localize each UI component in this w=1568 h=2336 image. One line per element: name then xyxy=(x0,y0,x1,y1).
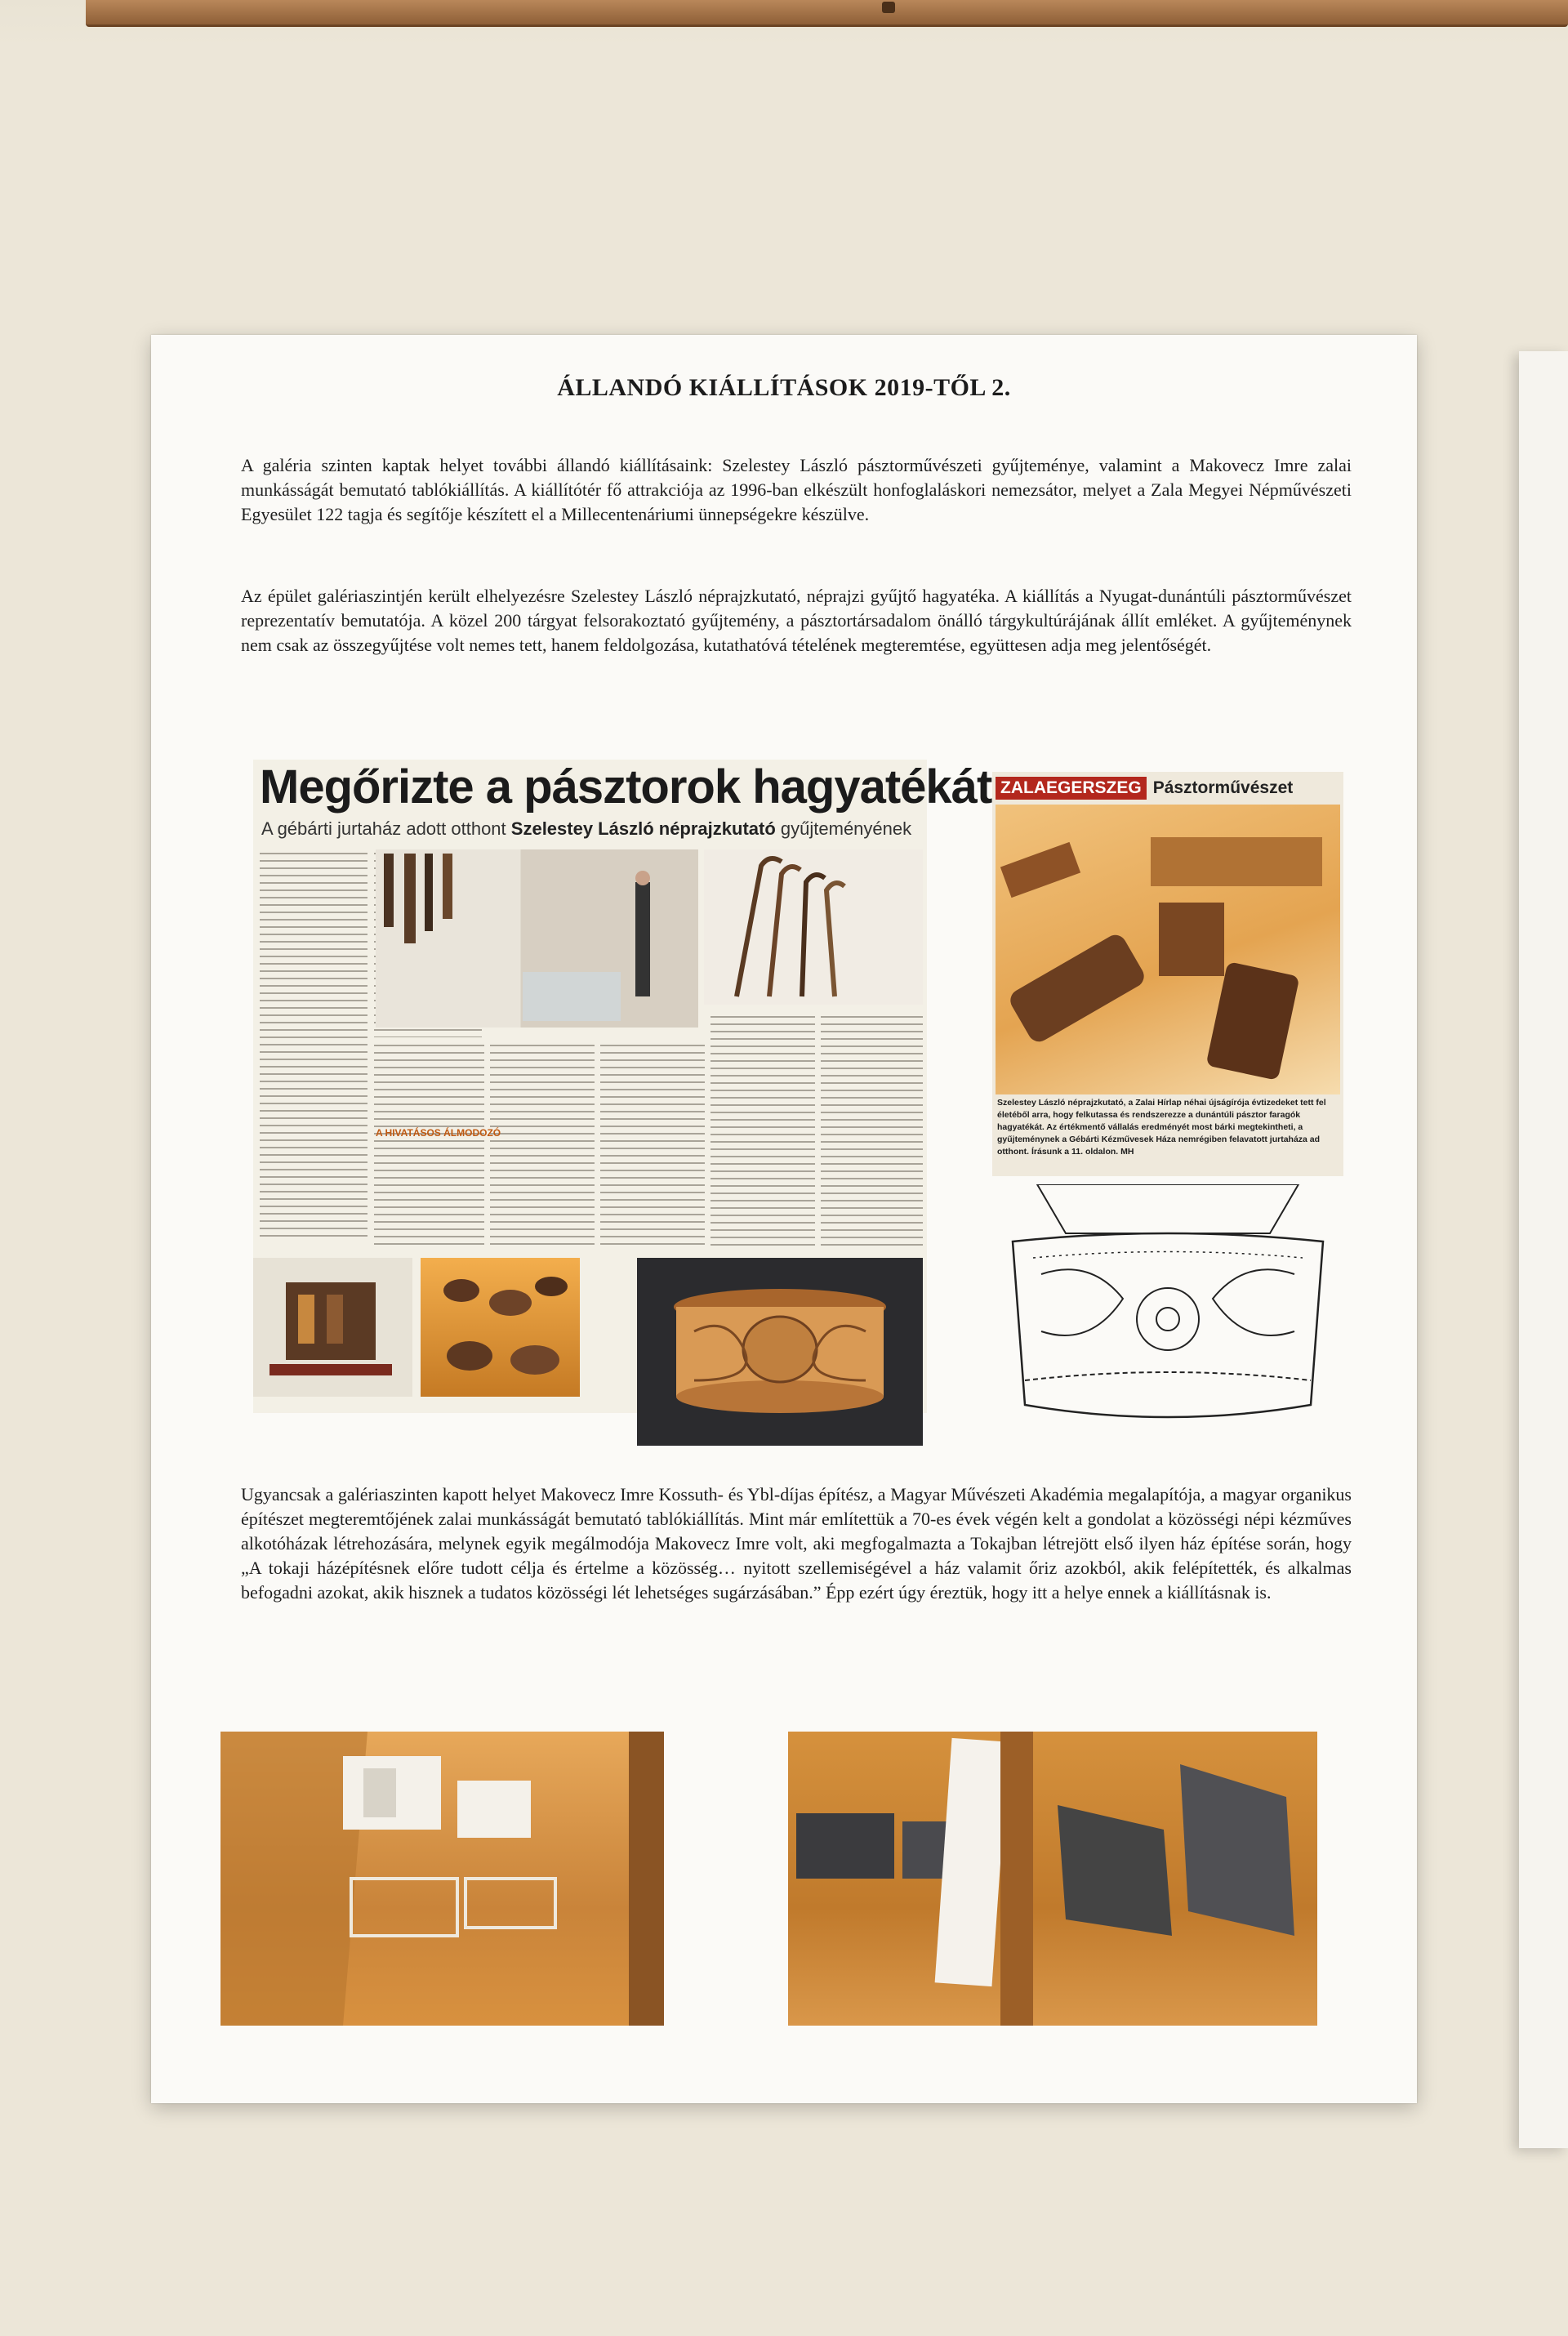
gallery-photo-right xyxy=(788,1732,1317,2026)
clipping2-place: ZALAEGERSZEG xyxy=(996,777,1147,800)
gallery-interior-left xyxy=(220,1732,664,2026)
intro-paragraph: A galéria szinten kaptak helyet további állandó kiállításaink: Szelestey László pásztorművészeti gyűjteménye, valamint a Makovecz Imre zalai munkásságát bemutató tablókiállítás. A kiállítótér fő attrakciója az 1996-ban elkészült honfoglaláskori nemezsátor, melyet a Zala Megyei Népművészeti Egyesület 122 tagja és segítője készített el a Millecentenáriumi ünnepségekre készülve. xyxy=(241,455,1352,524)
clipping-headline: Megőrizte a pásztorok hagyatékát xyxy=(260,760,992,814)
canes-photo xyxy=(704,849,923,1005)
objects-illustration xyxy=(421,1258,580,1397)
canes-illustration xyxy=(704,849,923,1005)
carvings-illustration xyxy=(253,1258,412,1397)
gallery-photo-left xyxy=(220,1732,664,2026)
newspaper-clipping-2 xyxy=(992,772,1343,1176)
carvings-photo-1 xyxy=(253,1258,412,1397)
carved-box-photo xyxy=(637,1258,923,1446)
text-column xyxy=(821,1013,923,1246)
tools-photo xyxy=(376,849,698,1028)
clipping2-caption: Szelestey László néprajzkutató, a Zalai Hírlap néhai újságírója évtizedeket tett fel életéből arra, hogy felkutassa és rendszerezze a dunántúli pásztor faragók hagyatékát. Az értékmentő vállalás eredményét most bárki megtekintheti, a gyűjteménynek a Gébárti Kézművesek Háza nemrégiben felavatott jurtaháza ad otthont. Írásunk a 11. oldalon. MH xyxy=(997,1098,1326,1157)
vessel-drawing xyxy=(992,1184,1343,1454)
subtitle-prefix: A gébárti jurtaház adott otthont xyxy=(261,818,506,839)
text-column xyxy=(600,1041,705,1246)
clipping2-header xyxy=(996,775,1293,801)
poster-title: ÁLLANDÓ KIÁLLÍTÁSOK 2019-TŐL 2. xyxy=(557,374,1011,401)
exhibition-poster xyxy=(151,335,1417,2103)
clipping-subtitle xyxy=(261,818,911,840)
tools-illustration xyxy=(376,849,698,1028)
clipping2-section: Pásztorművészet xyxy=(1152,778,1294,797)
text-column xyxy=(260,849,368,1242)
subtitle-suffix: gyűjteményének xyxy=(780,818,912,839)
box-heading: A HIVATÁSOS ÁLMODOZÓ xyxy=(376,1127,501,1139)
carved-box-illustration xyxy=(637,1258,923,1446)
shelf-knob xyxy=(882,2,895,13)
collection-paragraph: Az épület galériaszintjén került elhelyezésre Szelestey László néprajzkutató, néprajzi gyűjtő hagyatéka. A kiállítás a Nyugat-dunántúli pásztorművészet reprezentatív bemutatója. A közel 200 tárgyat felsorakoztató gyűjtemény, a pásztortársadalom önálló tárgykultúrájának állít emléket. A gyűjteménynek nem csak az összegyűjtése volt nemes tett, hanem feldolgozása, kutathatóvá tételének megteremtése, együttesen adja meg jelentőségét. xyxy=(241,586,1352,655)
text-column xyxy=(374,1041,484,1246)
text-column xyxy=(490,1041,595,1246)
carved-objects-illustration xyxy=(996,805,1340,1094)
gallery-interior-right xyxy=(788,1732,1317,2026)
carvings-photo-2 xyxy=(421,1258,580,1397)
carved-objects-photo xyxy=(996,805,1340,1094)
subtitle-name: Szelestey László néprajzkutató xyxy=(510,818,776,839)
vessel-line-drawing xyxy=(992,1184,1343,1454)
wooden-shelf xyxy=(86,0,1568,27)
adjacent-poster-edge xyxy=(1519,351,1568,2148)
makovecz-paragraph: Ugyancsak a galériaszinten kapott helyet Makovecz Imre Kossuth- és Ybl-díjas építész, a Magyar Művészeti Akadémia megalapítója, a magyar organikus építészet megteremtőjének zalai munkásságát bemutató tablókiállítás. Mint már említettük a 70-es évek végén kelt a gondolat a közösségi népi kézműves alkotóházak létrehozására, melynek egyik megálmodója Makovecz Imre volt, aki megfogalmazta a Tokajban létrejött első ilyen ház építése során, hogy „A tokaji házépítésnek előre tudott célja és értelme a közösség… nyitott szellemiségével a ház valamit őriz azokból, akik felépítették, és alkalmas befogadni azokat, akik hisznek a tudatos közösségi lét lehetséges sugárzásában.” Épp ezért úgy éreztük, hogy itt a helye ennek a kiállításnak is. xyxy=(241,1484,1352,1603)
text-column xyxy=(710,1013,815,1246)
